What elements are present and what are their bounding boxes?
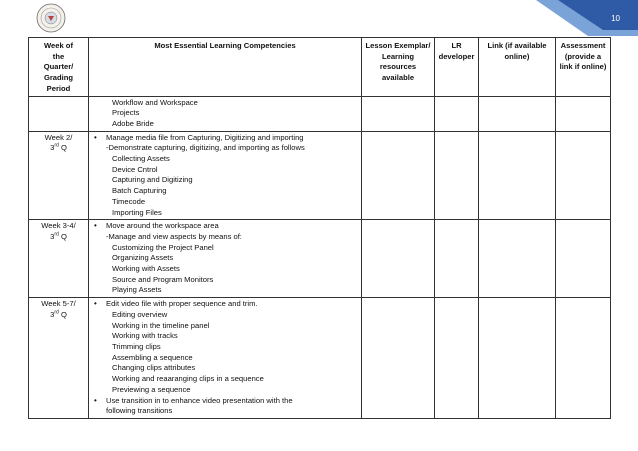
link-cell	[479, 220, 556, 298]
week-label: Week 3-4/	[41, 221, 76, 231]
competency-subitem: Changing clips attributes	[112, 363, 196, 373]
bullet-icon: •	[94, 221, 97, 231]
quarter-label: 3rd Q	[50, 231, 67, 241]
competency-subitem: Working in the timeline panel	[112, 320, 210, 330]
competency-subitem: Editing overview	[112, 309, 168, 319]
competency-subitem: Working with tracks	[112, 331, 178, 341]
header-link: Link (if available online)	[479, 38, 556, 97]
header-assessment: Assessment (provide a link if online)	[556, 38, 611, 97]
competency-subitem: Assembling a sequence	[112, 352, 193, 362]
competency-subitem: Workflow and Workspace	[112, 97, 198, 107]
competency-subitem: Organizing Assets	[112, 253, 174, 263]
competency-bullet: • Move around the workspace area	[94, 221, 219, 231]
assessment-cell	[556, 96, 611, 131]
competency-subitem: Customizing the Project Panel	[112, 242, 214, 252]
competency-subitem: Adobe Bride	[112, 118, 154, 128]
week-cell	[29, 96, 89, 131]
competency-subitem: Source and Program Monitors	[112, 274, 214, 284]
competency-bullet: • Edit video file with proper sequence and trim.	[94, 299, 258, 309]
link-cell	[479, 298, 556, 419]
competency-text: following transitions	[106, 406, 173, 416]
header-lr-developer: LR developer	[435, 38, 479, 97]
assessment-cell	[556, 131, 611, 220]
lesson-exemplar-cell	[362, 298, 435, 419]
header-competencies: Most Essential Learning Competencies	[89, 38, 362, 97]
table-row	[29, 298, 611, 419]
week-cell	[29, 220, 89, 298]
bullet-icon: •	[94, 299, 97, 309]
link-cell	[479, 131, 556, 220]
link-cell	[479, 96, 556, 131]
competency-subitem: Importing Files	[112, 207, 162, 217]
week-cell	[29, 298, 89, 419]
bullet-icon: •	[94, 132, 97, 142]
competency-subitem: Trimming clips	[112, 341, 161, 351]
quarter-label: 3rd Q	[50, 309, 67, 319]
competency-cell	[89, 220, 362, 298]
deped-seal-logo	[36, 3, 66, 33]
header-lesson-exemplar: Lesson Exemplar/ Learning resources available	[362, 38, 435, 97]
bullet-icon: •	[94, 395, 97, 405]
lr-developer-cell	[435, 131, 479, 220]
lesson-exemplar-cell	[362, 131, 435, 220]
competency-bullet: • Manage media file from Capturing, Digitizing and importing	[94, 132, 304, 142]
competency-subitem: Working with Assets	[112, 264, 180, 274]
competency-subitem: Projects	[112, 108, 140, 118]
lr-developer-cell	[435, 96, 479, 131]
competency-bullet: • Use transition in to enhance video presentation with the	[94, 395, 293, 405]
week-label: Week 2/	[44, 132, 73, 142]
lesson-exemplar-cell	[362, 96, 435, 131]
page-number: 10	[611, 14, 620, 23]
competency-subitem: Device Cntrol	[112, 164, 158, 174]
competency-subitem: Capturing and Digitizing	[112, 175, 193, 185]
competency-subitem: Collecting Assets	[112, 154, 170, 164]
week-cell	[29, 131, 89, 220]
table-header-row	[29, 38, 611, 97]
table-row	[29, 96, 611, 131]
competency-subitem: Playing Assets	[112, 285, 162, 295]
week-label: Week 5-7/	[41, 299, 76, 309]
assessment-cell	[556, 298, 611, 419]
table-row	[29, 220, 611, 298]
competency-subitem: Timecode	[112, 196, 146, 206]
header-banner	[518, 0, 638, 36]
competency-cell	[89, 298, 362, 419]
quarter-label: 3rd Q	[50, 142, 67, 153]
header-week: Week of the Quarter/ Grading Period	[29, 38, 89, 97]
lr-developer-cell	[435, 220, 479, 298]
table-row	[29, 131, 611, 220]
competency-subitem: Working and reaaranging clips in a sequence	[112, 374, 264, 384]
competency-text: -Manage and view aspects by means of:	[106, 231, 242, 241]
competency-text: -Demonstrate capturing, digitizing, and importing as follows	[106, 143, 305, 153]
competency-subitem: Batch Capturing	[112, 186, 167, 196]
lr-developer-cell	[435, 298, 479, 419]
lesson-exemplar-cell	[362, 220, 435, 298]
assessment-cell	[556, 220, 611, 298]
competencies-table	[28, 37, 611, 419]
competency-subitem: Previewing a sequence	[112, 384, 191, 394]
competency-cell	[89, 131, 362, 220]
competency-cell	[89, 96, 362, 131]
